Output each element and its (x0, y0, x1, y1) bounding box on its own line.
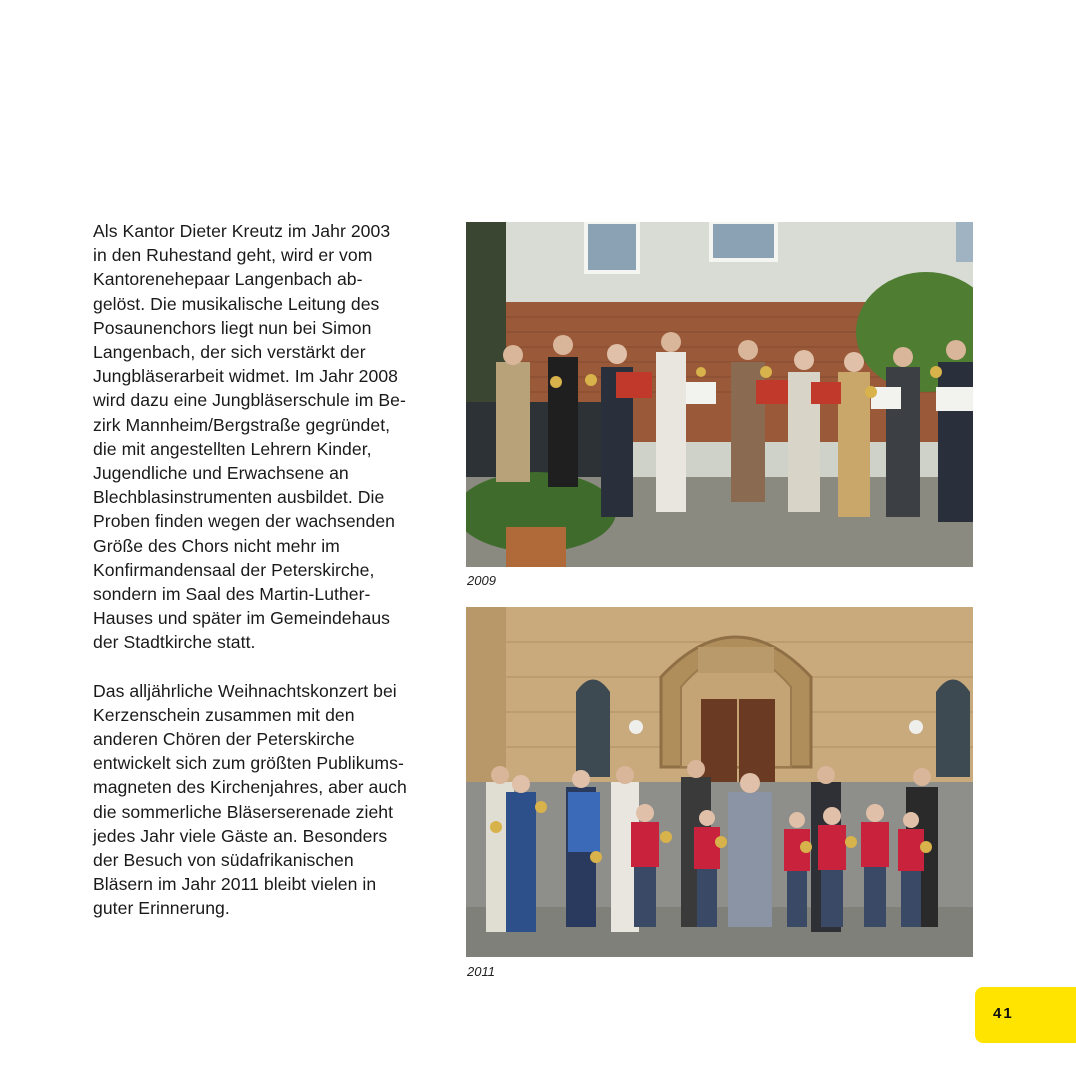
text-line: in den Ruhestand geht, wird er vom (93, 245, 373, 266)
paragraph-1 (93, 219, 458, 655)
text-line: Bläsern im Jahr 2011 bleibt vielen in (93, 874, 377, 895)
text-line: Größe des Chors nicht mehr im (93, 535, 340, 556)
photo-caption: 2011 (467, 964, 495, 979)
text-line: der Besuch von südafrikanischen (93, 850, 354, 871)
text-line: wird dazu eine Jungbläserschule im Be- (93, 390, 406, 411)
text-line: Hauses und später im Gemeindehaus (93, 608, 390, 629)
text-line: entwickelt sich zum größten Publikums- (93, 753, 404, 774)
text-line: zirk Mannheim/Bergstraße gegründet, (93, 414, 391, 435)
page-number-tab (975, 987, 1076, 1043)
text-line: Langenbach, der sich verstärkt der (93, 342, 366, 363)
page-number: 41 (993, 1005, 1014, 1022)
text-line: Als Kantor Dieter Kreutz im Jahr 2003 (93, 221, 391, 241)
paragraph-2 (93, 679, 458, 921)
text-line: magneten des Kirchenjahres, aber auch (93, 777, 407, 798)
photo-illustration (466, 222, 973, 567)
text-line: Jungbläserarbeit widmet. Im Jahr 2008 (93, 366, 399, 387)
text-line: Jugendliche und Erwachsene an (93, 463, 349, 484)
text-line: der Stadtkirche statt. (93, 632, 256, 653)
photo-caption: 2009 (467, 573, 496, 588)
article-text (93, 219, 458, 921)
paragraph-gap (93, 655, 458, 679)
text-line: sondern im Saal des Martin-Luther- (93, 584, 371, 605)
text-line: Das alljährliche Weihnachtskonzert bei (93, 680, 397, 701)
photo-group-church-2011 (466, 607, 973, 957)
text-line: Proben finden wegen der wachsenden (93, 511, 395, 532)
text-line: guter Erinnerung. (93, 898, 230, 919)
text-line: Blechblasinstrumenten ausbildet. Die (93, 487, 385, 508)
photo-illustration (466, 607, 973, 957)
text-line: anderen Chören der Peterskirche (93, 729, 355, 750)
text-line: Posaunenchors liegt nun bei Simon (93, 317, 372, 338)
text-line: Konfirmandensaal der Peterskirche, (93, 559, 375, 580)
photo-brass-ensemble-2009 (466, 222, 973, 567)
text-line: gelöst. Die musikalische Leitung des (93, 293, 380, 314)
text-line: jedes Jahr viele Gäste an. Besonders (93, 825, 388, 846)
text-line: Kerzenschein zusammen mit den (93, 704, 355, 725)
text-line: Kantorenehepaar Langenbach ab- (93, 269, 363, 290)
text-line: die mit angestellten Lehrern Kinder, (93, 438, 372, 459)
text-line: die sommerliche Bläserserenade zieht (93, 801, 394, 822)
